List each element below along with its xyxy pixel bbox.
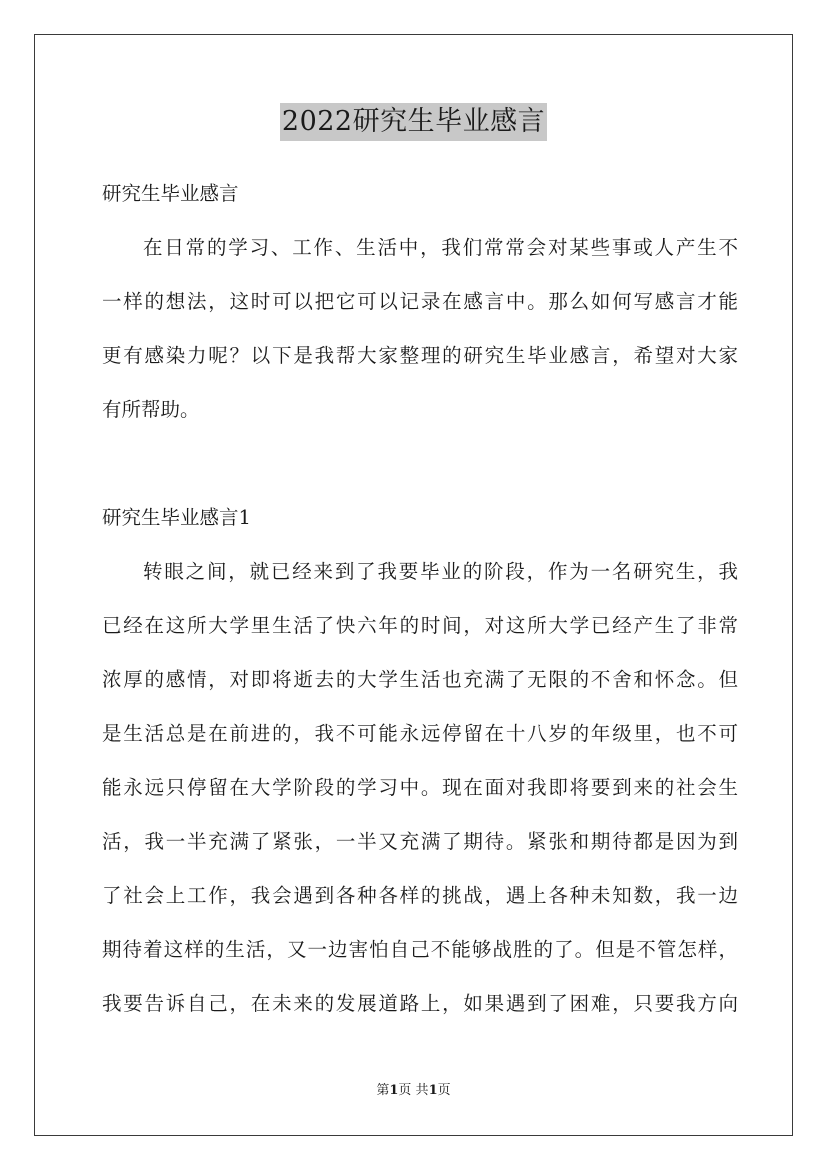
paragraph-spacer [102,442,738,496]
document-title: 2022研究生毕业感言 [280,103,547,141]
section-line: 了社会上工作，我会遇到各种各样的挑战，遇上各种未知数，我一边 [102,884,738,907]
intro-line: 在日常的学习、工作、生活中，我们常常会对某些事或人产生不 [143,236,738,259]
document-body [102,172,738,1036]
section-line: 活，我一半充满了紧张，一半又充满了期待。紧张和期待都是因为到 [102,830,738,853]
footer-suffix: 页 [437,1083,451,1098]
page-footer [0,1081,827,1101]
footer-mid: 页 共 [398,1083,429,1098]
intro-line: 更有感染力呢？以下是我帮大家整理的研究生毕业感言，希望对大家 [102,344,738,367]
section-line: 已经在这所大学里生活了快六年的时间，对这所大学已经产生了非常 [102,614,738,637]
intro-line: 有所帮助。 [102,398,200,421]
footer-page-number: 1 [389,1083,399,1098]
section-heading: 研究生毕业感言1 [102,506,251,529]
intro-line: 一样的想法，这时可以把它可以记录在感言中。那么如何写感言才能 [102,290,738,313]
footer-prefix: 第 [376,1083,390,1098]
subtitle: 研究生毕业感言 [102,182,239,205]
section-line: 能永远只停留在大学阶段的学习中。现在面对我即将要到来的社会生 [102,776,738,799]
footer-total-pages: 1 [428,1083,438,1098]
section-line: 我要告诉自己，在未来的发展道路上，如果遇到了困难，只要我方向 [102,992,738,1015]
section-line: 期待着这样的生活，又一边害怕自己不能够战胜的了。但是不管怎样， [102,938,738,961]
section-line: 浓厚的感情，对即将逝去的大学生活也充满了无限的不舍和怀念。但 [102,668,738,691]
section-line: 是生活总是在前进的，我不可能永远停留在十八岁的年级里，也不可 [102,722,738,745]
title-container [0,103,827,141]
section-line: 转眼之间，就已经来到了我要毕业的阶段，作为一名研究生，我 [143,560,738,583]
